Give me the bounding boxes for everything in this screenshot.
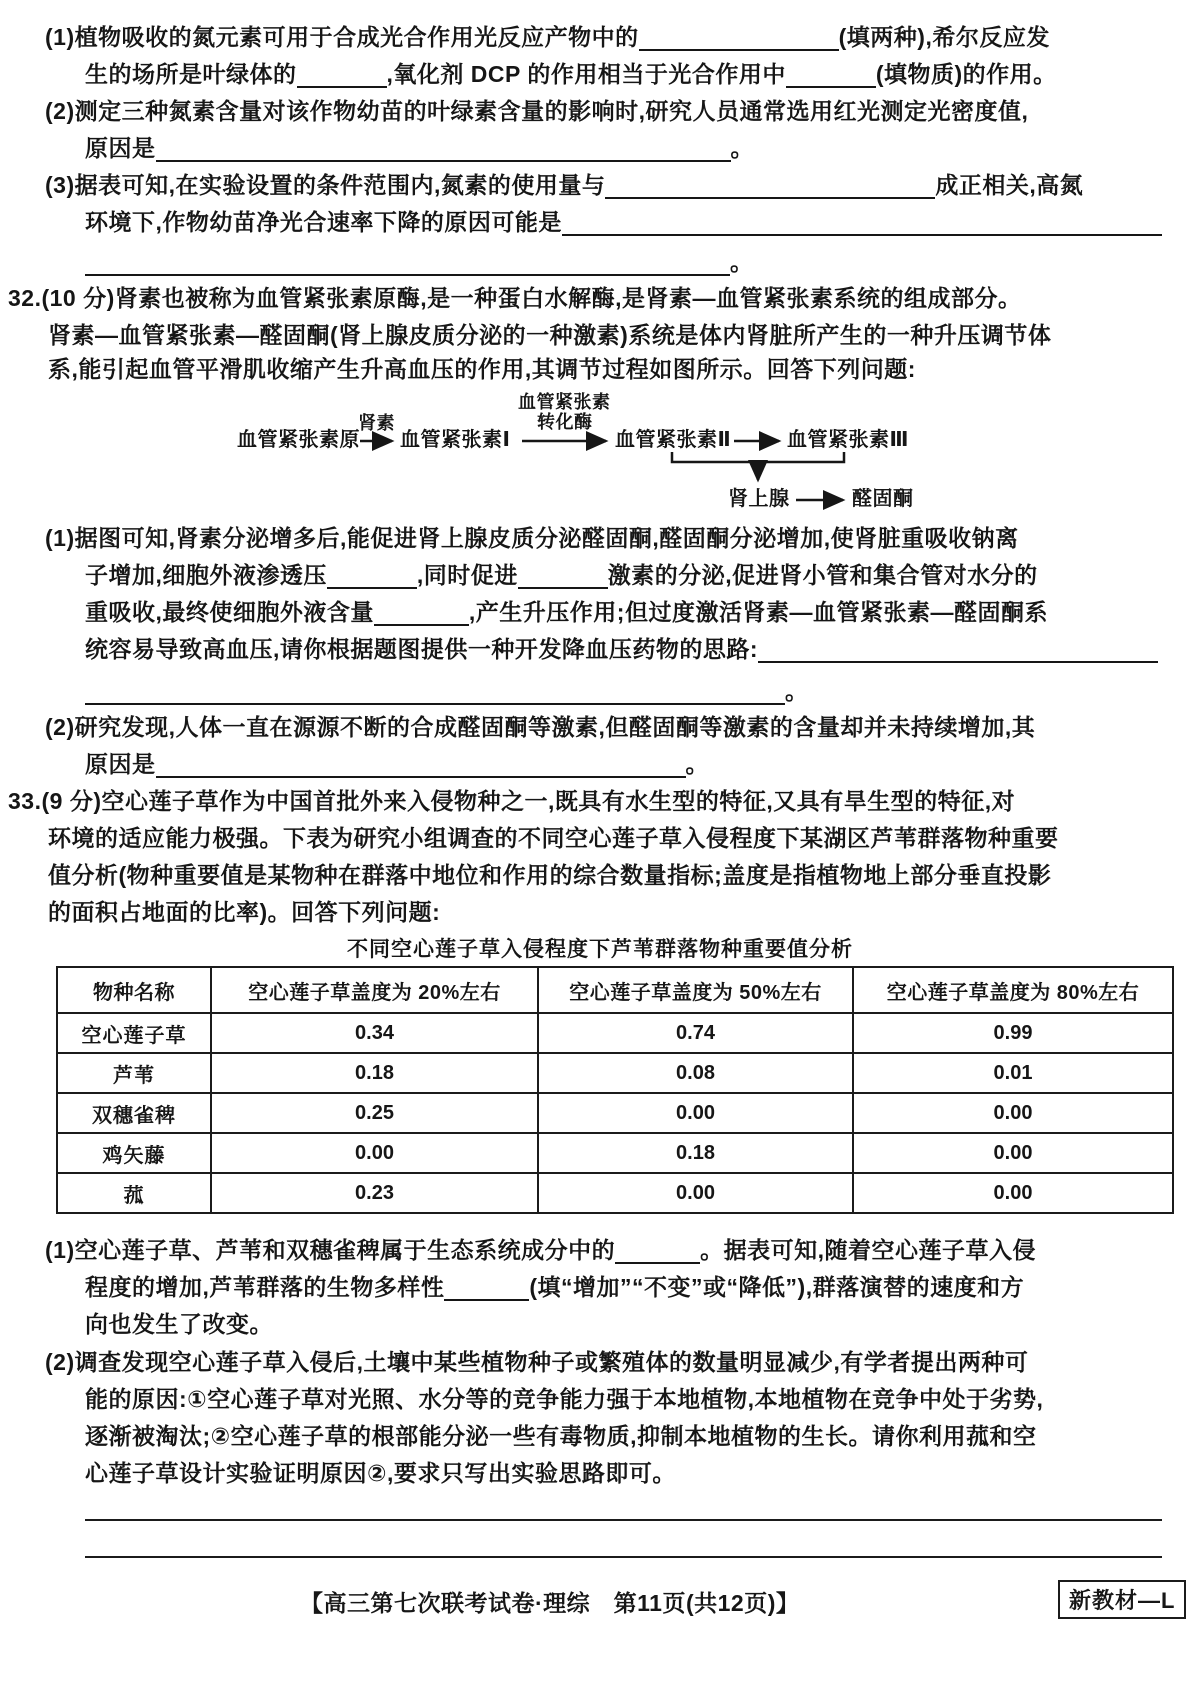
cell-value: 0.01 bbox=[853, 1053, 1173, 1093]
text-run: 向也发生了改变。 bbox=[85, 1311, 273, 1337]
text-run: (1)空心莲子草、芦苇和双穗雀稗属于生态系统成分中的 bbox=[45, 1237, 616, 1263]
text-run: (2)测定三种氮素含量对该作物幼苗的叶绿素含量的影响时,研究人员通常选用红光测定光密度值, bbox=[45, 98, 1029, 124]
text-run: 。 bbox=[685, 751, 709, 777]
q31-sub2-line1 bbox=[45, 96, 1028, 126]
renin-enzyme-label: 肾素 bbox=[358, 413, 395, 433]
q31-sub1-line2 bbox=[85, 59, 1057, 89]
text-run: 。据表可知,随着空心莲子草入侵 bbox=[700, 1237, 1037, 1263]
q32-sub1-line4 bbox=[85, 634, 1158, 664]
text-run: 系,能引起血管平滑肌收缩产生升高血压的作用,其调节过程如图所示。回答下列问题: bbox=[48, 356, 916, 382]
cell-species: 芦苇 bbox=[57, 1053, 211, 1093]
cell-value: 0.99 bbox=[853, 1013, 1173, 1053]
table-row bbox=[57, 1133, 1173, 1173]
answer-rule-1 bbox=[85, 1519, 1162, 1521]
fill-in-blank bbox=[605, 179, 935, 199]
q32-sub1-line5 bbox=[85, 676, 809, 706]
cell-value: 0.00 bbox=[853, 1133, 1173, 1173]
cell-value: 0.00 bbox=[853, 1173, 1173, 1213]
fill-in-blank bbox=[758, 643, 1158, 663]
text-run: (1)植物吸收的氮元素可用于合成光合作用光反应产物中的 bbox=[45, 24, 639, 50]
table-row bbox=[57, 1093, 1173, 1133]
node-angiotensinogen: 血管紧张素原 bbox=[237, 429, 360, 451]
q33-sub1-line3 bbox=[85, 1309, 273, 1339]
q32-stem-line3 bbox=[48, 354, 916, 384]
ace-label-line1: 血管紧张素 bbox=[518, 392, 611, 412]
node-angiotensin-3: 血管紧张素Ⅲ bbox=[787, 429, 909, 451]
q33-stem-line1 bbox=[8, 786, 1015, 816]
cell-species: 空心莲子草 bbox=[57, 1013, 211, 1053]
table-row bbox=[57, 1053, 1173, 1093]
fill-in-blank bbox=[156, 758, 686, 778]
q32-sub2-line2 bbox=[85, 749, 709, 779]
cell-value: 0.18 bbox=[211, 1053, 538, 1093]
text-run: 子增加,细胞外液渗透压 bbox=[85, 562, 327, 588]
text-run: 32.(10 分)肾素也被称为血管紧张素原酶,是一种蛋白水解酶,是肾素—血管紧张素系统的组成部分。 bbox=[8, 285, 1022, 311]
col-header-cover-20: 空心莲子草盖度为 20%左右 bbox=[211, 967, 538, 1013]
q33-sub1-line2 bbox=[85, 1272, 1024, 1302]
text-run: 值分析(物种重要值是某物种在群落中地位和作用的综合数量指标;盖度是指植物地上部分垂直投影 bbox=[48, 862, 1052, 888]
q31-sub3-line1 bbox=[45, 170, 1083, 200]
fill-in-blank bbox=[374, 606, 469, 626]
cell-value: 0.00 bbox=[211, 1133, 538, 1173]
cell-value: 0.00 bbox=[538, 1173, 853, 1213]
raas-pathway-diagram bbox=[0, 390, 1200, 520]
q33-stem-line2 bbox=[48, 823, 1059, 853]
ace-label-line2: 转化酶 bbox=[537, 412, 593, 432]
cell-value: 0.23 bbox=[211, 1173, 538, 1213]
text-run: 成正相关,高氮 bbox=[935, 172, 1084, 198]
text-run: (填两种),希尔反应发 bbox=[838, 24, 1050, 50]
cell-value: 0.74 bbox=[538, 1013, 853, 1053]
answer-rule-2 bbox=[85, 1556, 1162, 1558]
fill-in-blank bbox=[156, 142, 731, 162]
fill-in-blank bbox=[85, 685, 785, 705]
cell-species: 双穗雀稗 bbox=[57, 1093, 211, 1133]
fill-in-blank bbox=[615, 1244, 700, 1264]
q31-sub3-line3 bbox=[85, 247, 754, 277]
fill-in-blank bbox=[444, 1281, 529, 1301]
q33-sub2-line1 bbox=[45, 1347, 1028, 1377]
q32-stem-line2 bbox=[48, 320, 1051, 350]
fill-in-blank bbox=[297, 68, 387, 88]
node-angiotensin-2: 血管紧张素Ⅱ bbox=[615, 429, 732, 451]
text-run: ,产生升压作用;但过度激活肾素—血管紧张素—醛固酮系 bbox=[468, 599, 1048, 625]
species-importance-table bbox=[56, 966, 1174, 1214]
col-header-cover-80: 空心莲子草盖度为 80%左右 bbox=[853, 967, 1173, 1013]
fill-in-blank bbox=[327, 569, 417, 589]
q33-sub1-line1 bbox=[45, 1235, 1036, 1265]
table-row bbox=[57, 1013, 1173, 1053]
text-run: 。 bbox=[730, 249, 754, 275]
q31-sub3-line2 bbox=[85, 207, 1162, 237]
text-run: 环境下,作物幼苗净光合速率下降的原因可能是 bbox=[85, 209, 562, 235]
text-run: (填“增加”“不变”或“降低”),群落演替的速度和方 bbox=[529, 1274, 1025, 1300]
text-run: ,同时促进 bbox=[416, 562, 518, 588]
cell-value: 0.34 bbox=[211, 1013, 538, 1053]
text-run: 程度的增加,芦苇群落的生物多样性 bbox=[85, 1274, 445, 1300]
text-run: 肾素—血管紧张素—醛固酮(肾上腺皮质分泌的一种激素)系统是体内肾脏所产生的一种升压调节体 bbox=[48, 322, 1052, 348]
q33-stem-line4 bbox=[48, 897, 440, 927]
cell-value: 0.00 bbox=[853, 1093, 1173, 1133]
q33-sub2-line3 bbox=[85, 1421, 1037, 1451]
col-header-cover-50: 空心莲子草盖度为 50%左右 bbox=[538, 967, 853, 1013]
fill-in-blank bbox=[786, 68, 876, 88]
cell-value: 0.08 bbox=[538, 1053, 853, 1093]
text-run: 生的场所是叶绿体的 bbox=[85, 61, 297, 87]
q31-sub1-line1 bbox=[45, 22, 1050, 52]
footer-page-label: 【高三第七次联考试卷·理综 第11页(共12页)】 bbox=[300, 1590, 800, 1616]
cell-value: 0.25 bbox=[211, 1093, 538, 1133]
text-run: (2)研究发现,人体一直在源源不断的合成醛固酮等激素,但醛固酮等激素的含量却并未持续增加,其 bbox=[45, 714, 1036, 740]
text-run: 原因是 bbox=[85, 135, 156, 161]
fill-in-blank bbox=[639, 31, 839, 51]
text-run: 。 bbox=[730, 135, 754, 161]
table-row bbox=[57, 1173, 1173, 1213]
text-run: 原因是 bbox=[85, 751, 156, 777]
cell-species: 鸡矢藤 bbox=[57, 1133, 211, 1173]
cell-value: 0.18 bbox=[538, 1133, 853, 1173]
q31-sub2-line2 bbox=[85, 133, 754, 163]
q33-sub2-line2 bbox=[85, 1384, 1043, 1414]
text-run: 心莲子草设计实验证明原因②,要求只写出实验思路即可。 bbox=[85, 1460, 676, 1486]
fill-in-blank bbox=[518, 569, 608, 589]
text-run: 环境的适应能力极强。下表为研究小组调查的不同空心莲子草入侵程度下某湖区芦苇群落物种重要 bbox=[48, 825, 1059, 851]
q32-sub1-line1 bbox=[45, 523, 1019, 553]
q32-sub1-line2 bbox=[85, 560, 1038, 590]
text-run: ,氧化剂 DCP 的作用相当于光合作用中 bbox=[386, 61, 786, 87]
text-run: 统容易导致高血压,请你根据题图提供一种开发降血压药物的思路: bbox=[85, 636, 759, 662]
cell-value: 0.00 bbox=[538, 1093, 853, 1133]
node-adrenal-gland: 肾上腺 bbox=[728, 488, 790, 510]
table-header-row bbox=[57, 967, 1173, 1013]
text-run: 33.(9 分)空心莲子草作为中国首批外来入侵物种之一,既具有水生型的特征,又具有旱生型的特征,对 bbox=[8, 788, 1016, 814]
node-angiotensin-1: 血管紧张素Ⅰ bbox=[400, 429, 511, 451]
cell-species: 菰 bbox=[57, 1173, 211, 1213]
q33-sub2-line4 bbox=[85, 1458, 676, 1488]
text-run: (1)据图可知,肾素分泌增多后,能促进肾上腺皮质分泌醛固酮,醛固酮分泌增加,使肾脏重吸收钠离 bbox=[45, 525, 1019, 551]
text-run: 逐渐被淘汰;②空心莲子草的根部能分泌一些有毒物质,抑制本地植物的生长。请你利用菰和空 bbox=[85, 1423, 1037, 1449]
q33-stem-line3 bbox=[48, 860, 1051, 890]
fill-in-blank bbox=[562, 216, 1162, 236]
text-run: (3)据表可知,在实验设置的条件范围内,氮素的使用量与 bbox=[45, 172, 606, 198]
q32-sub1-line3 bbox=[85, 597, 1048, 627]
text-run: (填物质)的作用。 bbox=[875, 61, 1057, 87]
footer-edition-tag: 新教材—L bbox=[1058, 1580, 1186, 1619]
table-title: 不同空心莲子草入侵程度下芦苇群落物种重要值分析 bbox=[347, 938, 853, 961]
text-run: 。 bbox=[785, 678, 809, 704]
text-run: (2)调查发现空心莲子草入侵后,土壤中某些植物种子或繁殖体的数量明显减少,有学者提出两种可 bbox=[45, 1349, 1029, 1375]
node-aldosterone: 醛固酮 bbox=[852, 488, 914, 510]
col-header-species: 物种名称 bbox=[57, 967, 211, 1013]
fill-in-blank bbox=[85, 256, 730, 276]
text-run: 能的原因:①空心莲子草对光照、水分等的竞争能力强于本地植物,本地植物在竞争中处于劣势, bbox=[85, 1386, 1044, 1412]
q32-sub2-line1 bbox=[45, 712, 1035, 742]
q32-stem-line1 bbox=[8, 283, 1022, 313]
text-run: 激素的分泌,促进肾小管和集合管对水分的 bbox=[607, 562, 1038, 588]
text-run: 的面积占地面的比率)。回答下列问题: bbox=[48, 899, 441, 925]
text-run: 重吸收,最终使细胞外液含量 bbox=[85, 599, 374, 625]
